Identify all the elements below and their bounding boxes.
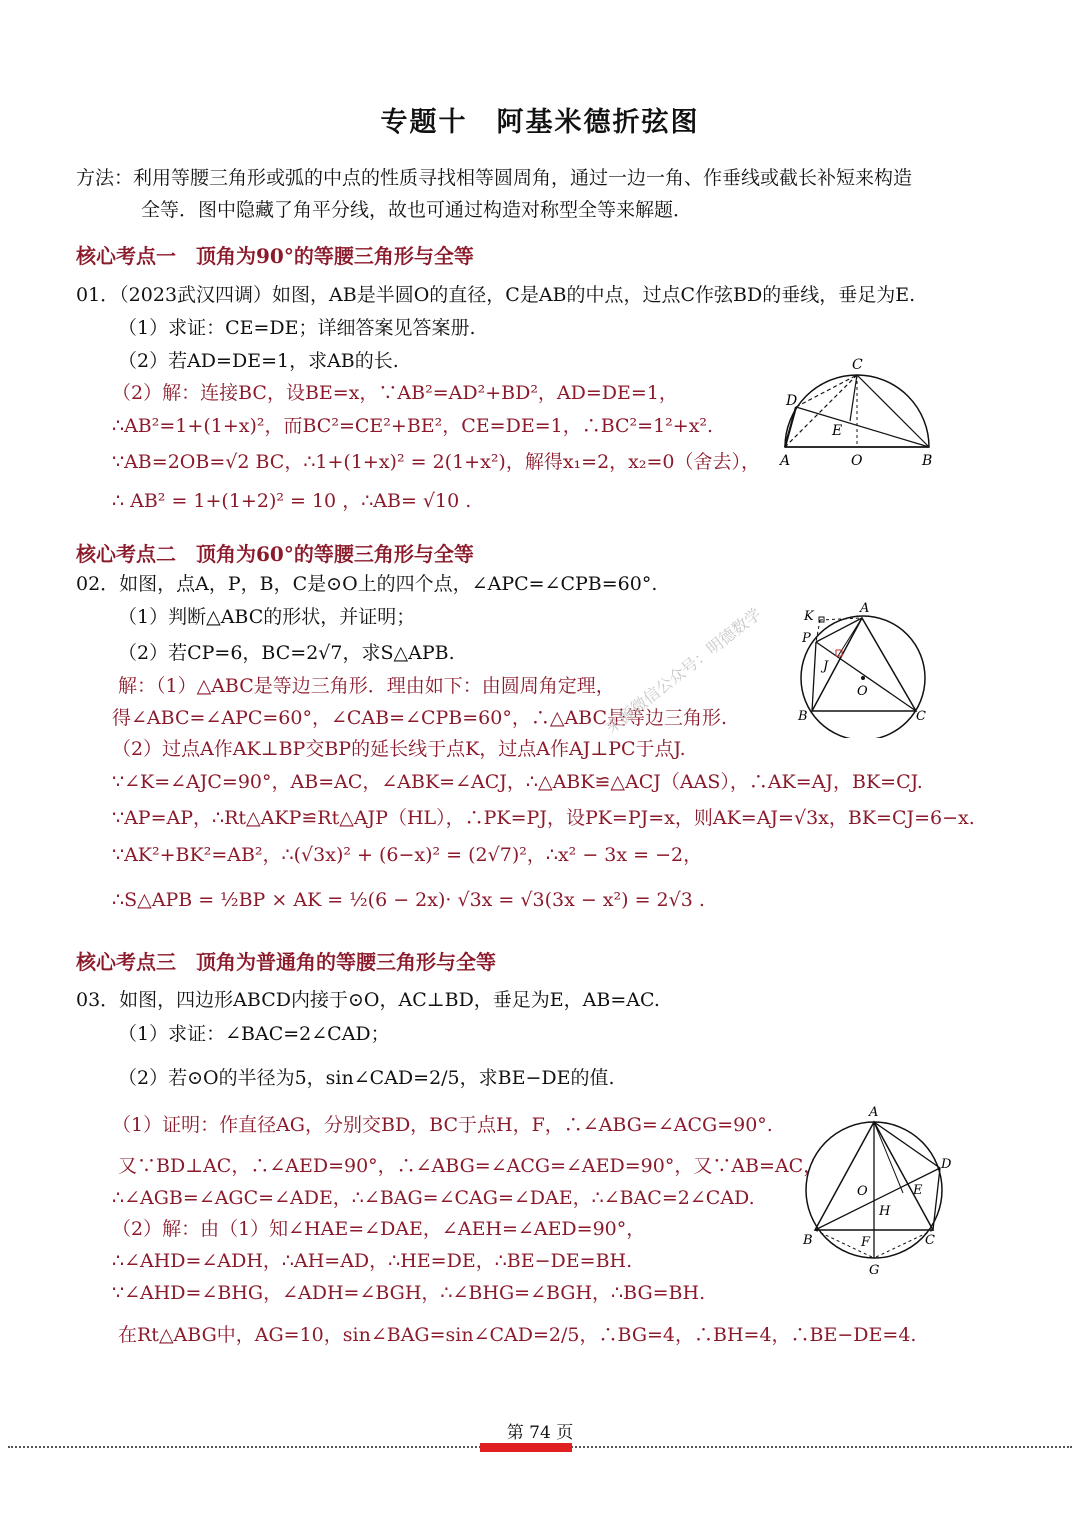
problem-2-solution-4: ∵∠K=∠AJC=90°，AB=AC，∠ABK=∠ACJ，∴△ABK≌△ACJ（AAS），∴AK=AJ，BK=CJ.: [112, 771, 923, 793]
fig1-label-b: B: [922, 453, 933, 469]
problem-2-solution-1: 解：（1）△ABC是等边三角形．理由如下：由圆周角定理，: [118, 675, 615, 697]
fig1-label-a: A: [780, 453, 791, 469]
fig2-label-c: C: [916, 709, 926, 724]
fig2-label-j: J: [823, 659, 829, 674]
problem-3-solution-5: ∴∠AHD=∠ADH，∴AH=AD，∴HE=DE，∴BE−DE=BH.: [112, 1250, 633, 1272]
fig3-label-c: C: [925, 1233, 935, 1248]
problem-3-solution-4: （2）解：由（1）知∠HAE=∠DAE，∠AEH=∠AED=90°，: [112, 1218, 646, 1240]
watermark: 来源微信公众号：明德数学: [601, 604, 765, 738]
figure-3-circle: [795, 1100, 965, 1280]
fig3-label-h: H: [879, 1204, 891, 1219]
problem-3-solution-3: ∴∠AGB=∠AGC=∠ADE，∴∠BAG=∠CAG=∠DAE，∴∠BAC=2∠CAD.: [112, 1187, 755, 1209]
section-heading-1: 核心考点一 顶角为90°的等腰三角形与全等: [76, 244, 474, 268]
problem-3-solution-6: ∵∠AHD=∠BHG，∠ADH=∠BGH，∴∠BHG=∠BGH，∴BG=BH.: [112, 1282, 706, 1304]
fig3-label-b: B: [803, 1233, 813, 1248]
fig2-label-o: O: [857, 684, 868, 699]
fig3-label-f: F: [861, 1235, 871, 1250]
problem-2-solution-3: （2）过点A作AK⊥BP交BP的延长线于点K，过点A作AJ⊥PC于点J.: [112, 738, 686, 760]
problem-1-solution-1: （2）解：连接BC，设BE=x，∵AB²=AD²+BD²，AD=DE=1，: [112, 382, 678, 404]
problem-1-solution-2: ∴AB²=1+(1+x)²，而BC²=CE²+BE²，CE=DE=1，∴BC²=1²+x².: [112, 415, 714, 437]
fig2-label-b: B: [798, 709, 808, 724]
figure-1-semicircle: [770, 355, 950, 475]
fig1-label-c: C: [852, 357, 863, 373]
problem-1-solution-4: ∴ AB² = 1+(1+2)² = 10 ，∴AB= √10 .: [112, 490, 472, 512]
problem-1-q1: （1）求证：CE=DE；详细答案见答案册.: [118, 317, 476, 339]
method-line-1: 方法：利用等腰三角形或弧的中点的性质寻找相等圆周角，通过一边一角、作垂线或截长补短来构造: [76, 167, 913, 189]
fig3-label-e: E: [913, 1183, 923, 1198]
footer-accent-bar: [480, 1443, 572, 1452]
problem-3-solution-1: （1）证明：作直径AG，分别交BD，BC于点H，F，∴∠ABG=∠ACG=90°.: [112, 1114, 773, 1136]
problem-3-q1: （1）求证：∠BAC=2∠CAD；: [118, 1023, 390, 1045]
fig2-label-a: A: [860, 601, 870, 616]
problem-3-q2: （2）若⊙O的半径为5，sin∠CAD=2/5，求BE−DE的值.: [118, 1067, 615, 1089]
problem-2-solution-7: ∴S△APB = ½BP × AK = ½(6 − 2x)· √3x = √3(3x − x²) = 2√3 .: [112, 889, 705, 911]
problem-2-solution-6: ∵AK²+BK²=AB²，∴(√3x)² + (6−x)² = (2√7)²，∴x² − 3x = −2，: [112, 844, 703, 866]
page-number: 第 74 页: [506, 1423, 574, 1443]
problem-2-solution-5: ∵AP=AP，∴Rt△AKP≌Rt△AJP（HL），∴PK=PJ，设PK=PJ=x，则AK=AJ=√3x，BK=CJ=6−x.: [112, 807, 975, 829]
problem-2-stem: 02．如图，点A，P，B，C是⊙O上的四个点，∠APC=∠CPB=60°.: [76, 573, 658, 595]
problem-1-q2: （2）若AD=DE=1，求AB的长.: [118, 350, 399, 372]
fig3-label-a: A: [869, 1105, 879, 1120]
problem-1-stem: 01．（2023武汉四调）如图，AB是半圆O的直径，C是AB的中点，过点C作弦BD的垂线，垂足为E.: [76, 284, 916, 306]
problem-3-solution-7: 在Rt△ABG中，AG=10，sin∠BAG=sin∠CAD=2/5，∴BG=4，∴BH=4，∴BE−DE=4.: [118, 1324, 917, 1346]
problem-2-q1: （1）判断△ABC的形状，并证明；: [118, 606, 416, 628]
page-title: 专题十 阿基米德折弦图: [380, 107, 700, 138]
fig2-label-p: P: [802, 631, 811, 646]
fig1-label-d: D: [786, 393, 798, 409]
fig3-label-g: G: [869, 1263, 880, 1278]
problem-3-solution-2: 又∵BD⊥AC，∴∠AED=90°，∴∠ABG=∠ACG=∠AED=90°，又∵AB=AC，: [118, 1155, 823, 1177]
problem-2-q2: （2）若CP=6，BC=2√7，求S△APB.: [118, 642, 455, 664]
problem-1-solution-3: ∵AB=2OB=√2 BC，∴1+(1+x)² = 2(1+x²)，解得x₁=2，x₂=0（舍去），: [112, 451, 761, 473]
problem-2-solution-2: 得∠ABC=∠APC=60°，∠CAB=∠CPB=60°，∴△ABC是等边三角形.: [112, 707, 728, 729]
fig3-label-o: O: [857, 1184, 868, 1199]
method-line-2: 全等．图中隐藏了角平分线，故也可通过构造对称型全等来解题．: [141, 199, 693, 221]
section-heading-2: 核心考点二 顶角为60°的等腰三角形与全等: [76, 542, 474, 566]
fig1-label-e: E: [832, 423, 843, 439]
problem-3-stem: 03．如图，四边形ABCD内接于⊙O，AC⊥BD，垂足为E，AB=AC.: [76, 989, 660, 1011]
fig2-label-k: K: [804, 609, 814, 624]
fig3-label-d: D: [941, 1157, 952, 1172]
figure-2-circle: [790, 598, 940, 738]
section-heading-3: 核心考点三 顶角为普通角的等腰三角形与全等: [76, 950, 496, 974]
fig1-label-o: O: [851, 453, 863, 469]
